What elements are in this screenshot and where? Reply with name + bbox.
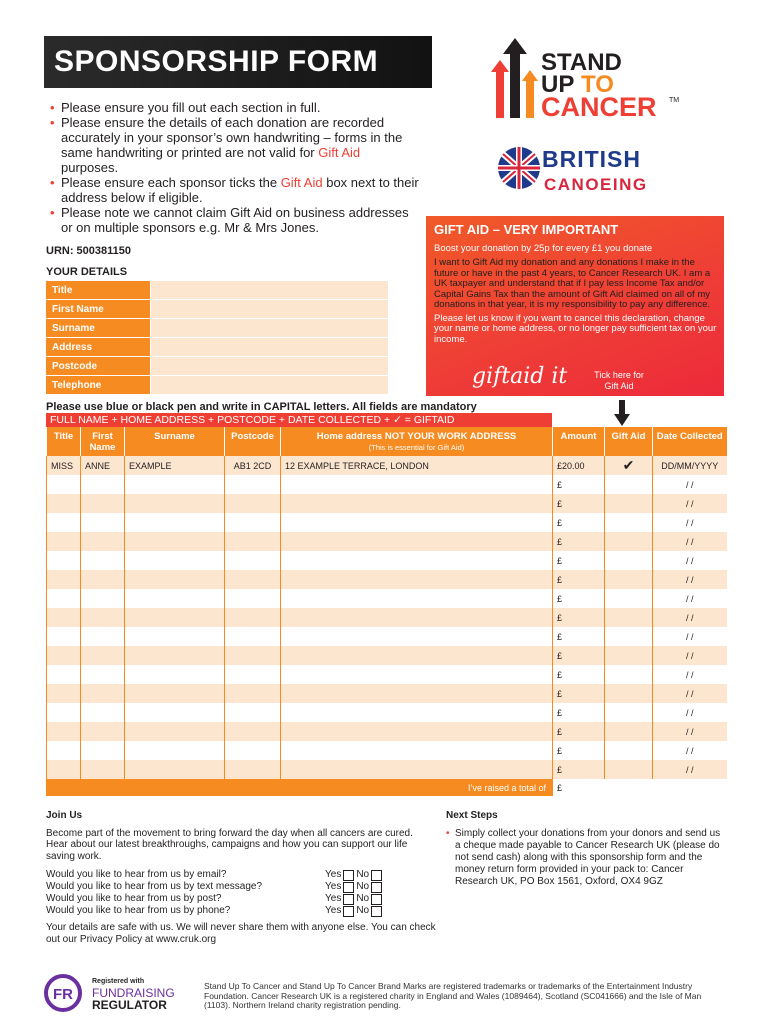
- first-name-cell[interactable]: [81, 741, 125, 760]
- gift-aid-cell[interactable]: [605, 646, 653, 665]
- sponsor-row: [47, 646, 727, 665]
- total-spacer: [605, 779, 653, 796]
- amount-cell[interactable]: £: [553, 589, 605, 608]
- urn-number: URN: 500381150: [46, 245, 132, 257]
- amount-cell[interactable]: £: [553, 684, 605, 703]
- sponsor-table: [46, 427, 727, 796]
- date-cell[interactable]: / /: [653, 589, 727, 608]
- instructions-list: [50, 100, 420, 235]
- page-title: SPONSORSHIP FORM: [44, 36, 432, 88]
- example-amount: £20.00: [553, 456, 605, 475]
- postcode-cell[interactable]: [225, 646, 281, 665]
- surname-cell[interactable]: [125, 627, 225, 646]
- text-yes-checkbox[interactable]: [343, 882, 354, 893]
- total-spacer: [653, 779, 727, 796]
- gift-aid-cell[interactable]: [605, 665, 653, 684]
- join-us-section: [46, 810, 436, 945]
- table-header-row: [47, 427, 727, 456]
- first-name-cell[interactable]: [81, 551, 125, 570]
- date-cell[interactable]: / /: [653, 684, 727, 703]
- title-cell[interactable]: [47, 741, 81, 760]
- postcode-cell[interactable]: [225, 608, 281, 627]
- surname-cell[interactable]: [125, 570, 225, 589]
- title-cell[interactable]: [47, 551, 81, 570]
- gift-aid-cell[interactable]: [605, 494, 653, 513]
- amount-cell[interactable]: £: [553, 570, 605, 589]
- example-row: [47, 456, 727, 475]
- postcode-cell[interactable]: [225, 665, 281, 684]
- sponsor-row: [47, 722, 727, 741]
- gift-aid-title: GIFT AID – VERY IMPORTANT: [434, 222, 619, 237]
- postcode-cell[interactable]: [225, 570, 281, 589]
- sponsor-row: [47, 608, 727, 627]
- gift-aid-declaration: I want to Gift Aid my donation and any donations I make in the future or have in the past 4 years, to Cancer Research UK. I am a UK taxpayer and understand that if I pay less Income Tax and/or Capital Gains Tax than the amount of Gift Aid claimed on all of my donations in that year, it is my responsibility to pay any difference.: [434, 257, 711, 310]
- question-text: Would you like to hear from us by text message?: [46, 881, 263, 893]
- instruction-item: • Please ensure each sponsor ticks the Gift Aid box next to their address below if eligible.: [50, 175, 420, 205]
- col-surname: Surname: [125, 427, 225, 456]
- address-cell[interactable]: [281, 513, 553, 532]
- date-cell[interactable]: / /: [653, 494, 727, 513]
- address-cell[interactable]: [281, 494, 553, 513]
- first-name-input[interactable]: [150, 300, 388, 319]
- giftaid-it-logo: giftaid it: [472, 364, 568, 389]
- fr-mark: FR: [53, 986, 73, 1003]
- amount-cell[interactable]: £: [553, 608, 605, 627]
- address-cell[interactable]: [281, 665, 553, 684]
- surname-cell[interactable]: [125, 494, 225, 513]
- surname-input[interactable]: [150, 319, 388, 338]
- address-cell[interactable]: [281, 760, 553, 779]
- postcode-cell[interactable]: [225, 684, 281, 703]
- first-name-cell[interactable]: [81, 589, 125, 608]
- postcode-cell[interactable]: [225, 722, 281, 741]
- title-cell[interactable]: [47, 760, 81, 779]
- logo-canoeing: CANOEING: [544, 175, 648, 194]
- instruction-item: • Please ensure the details of each donation are recorded accurately in your sponsor’s own handwriting – forms in the same handwriting or printed are not valid for Gift Aid purposes.: [50, 115, 420, 175]
- next-steps-heading: Next Steps: [446, 810, 498, 821]
- example-surname: EXAMPLE: [125, 456, 225, 475]
- sponsor-row: [47, 684, 727, 703]
- title-cell[interactable]: [47, 722, 81, 741]
- surname-cell[interactable]: [125, 722, 225, 741]
- fr-regulator: REGULATOR: [92, 998, 167, 1012]
- total-label: I’ve raised a total of: [47, 779, 553, 796]
- gift-aid-cell[interactable]: [605, 551, 653, 570]
- phone-yes-checkbox[interactable]: [343, 906, 354, 917]
- next-steps-section: [446, 810, 726, 888]
- example-gift-aid-tick: ✔: [605, 456, 653, 475]
- contact-phone-question: [46, 905, 436, 917]
- col-date-collected: Date Collected: [653, 427, 727, 456]
- your-details-form: [46, 281, 388, 395]
- amount-cell[interactable]: £: [553, 722, 605, 741]
- fr-fundraising: FUNDRAISING: [92, 986, 175, 1000]
- first-name-cell[interactable]: [81, 722, 125, 741]
- col-gift-aid: Gift Aid: [605, 427, 653, 456]
- amount-cell[interactable]: £: [553, 665, 605, 684]
- gift-aid-cell[interactable]: [605, 722, 653, 741]
- amount-cell[interactable]: £: [553, 551, 605, 570]
- first-name-cell[interactable]: [81, 665, 125, 684]
- example-first-name: ANNE: [81, 456, 125, 475]
- yes-label: Yes: [325, 893, 342, 905]
- sponsor-row: [47, 551, 727, 570]
- text-no-checkbox[interactable]: [371, 882, 382, 893]
- gift-aid-cell[interactable]: [605, 684, 653, 703]
- address-cell[interactable]: [281, 646, 553, 665]
- yes-label: Yes: [325, 869, 342, 881]
- postcode-cell[interactable]: [225, 703, 281, 722]
- contact-post-question: [46, 893, 436, 905]
- no-label: No: [356, 869, 370, 881]
- tick-here-note: Tick here for Gift Aid: [594, 370, 644, 391]
- total-row: [47, 779, 727, 796]
- title-input[interactable]: [150, 281, 388, 300]
- surname-cell[interactable]: [125, 646, 225, 665]
- amount-cell[interactable]: £: [553, 760, 605, 779]
- your-details-heading: YOUR DETAILS: [46, 266, 128, 278]
- title-cell[interactable]: [47, 589, 81, 608]
- postcode-label: Postcode: [46, 357, 150, 376]
- email-yes-checkbox[interactable]: [343, 870, 354, 881]
- gift-aid-box: [426, 216, 724, 396]
- contact-text-question: [46, 881, 436, 893]
- date-cell[interactable]: / /: [653, 760, 727, 779]
- title-cell[interactable]: [47, 475, 81, 494]
- first-name-cell[interactable]: [81, 703, 125, 722]
- gift-aid-cell[interactable]: [605, 570, 653, 589]
- surname-cell[interactable]: [125, 760, 225, 779]
- postcode-cell[interactable]: [225, 627, 281, 646]
- date-cell[interactable]: / /: [653, 532, 727, 551]
- address-cell[interactable]: [281, 475, 553, 494]
- first-name-cell[interactable]: [81, 494, 125, 513]
- sponsor-row: [47, 703, 727, 722]
- postcode-cell[interactable]: [225, 532, 281, 551]
- example-title: MISS: [47, 456, 81, 475]
- question-text: Would you like to hear from us by phone?: [46, 905, 231, 917]
- date-cell[interactable]: / /: [653, 608, 727, 627]
- first-name-cell[interactable]: [81, 627, 125, 646]
- postcode-cell[interactable]: [225, 741, 281, 760]
- date-cell[interactable]: / /: [653, 475, 727, 494]
- logo-to: TO: [581, 71, 614, 98]
- yes-label: Yes: [325, 905, 342, 917]
- date-cell[interactable]: / /: [653, 722, 727, 741]
- surname-cell[interactable]: [125, 703, 225, 722]
- surname-cell[interactable]: [125, 608, 225, 627]
- surname-cell[interactable]: [125, 532, 225, 551]
- join-us-heading: Join Us: [46, 810, 83, 821]
- surname-cell[interactable]: [125, 665, 225, 684]
- sponsor-row: [47, 513, 727, 532]
- date-cell[interactable]: / /: [653, 513, 727, 532]
- join-us-intro: Become part of the movement to bring forward the day when all cancers are cured. Hear about our latest breakthroughs, campaigns and how you can support our life saving work.: [46, 827, 413, 862]
- address-cell[interactable]: [281, 589, 553, 608]
- postcode-input[interactable]: [150, 357, 388, 376]
- address-cell[interactable]: [281, 722, 553, 741]
- arrow-down-icon: [614, 400, 630, 426]
- instruction-item: • Please ensure you fill out each section in full.: [50, 100, 420, 115]
- postcode-cell[interactable]: [225, 551, 281, 570]
- date-cell[interactable]: / /: [653, 551, 727, 570]
- gift-aid-cancel-note: Please let us know if you want to cancel this declaration, change your name or home address, or no longer pay sufficient tax on your income.: [434, 312, 717, 345]
- col-postcode: Postcode: [225, 427, 281, 456]
- amount-cell[interactable]: £: [553, 513, 605, 532]
- sponsor-row: [47, 589, 727, 608]
- address-label: Address: [46, 338, 150, 357]
- address-cell[interactable]: [281, 570, 553, 589]
- privacy-note: Your details are safe with us. We will never share them with anyone else. You can check out our Privacy Policy at www.cruk.org: [46, 922, 436, 945]
- col-amount: Amount: [553, 427, 605, 456]
- sponsor-row: [47, 532, 727, 551]
- first-name-cell[interactable]: [81, 684, 125, 703]
- gift-aid-cell[interactable]: [605, 475, 653, 494]
- gift-aid-cell[interactable]: [605, 589, 653, 608]
- date-cell[interactable]: / /: [653, 646, 727, 665]
- title-cell[interactable]: [47, 646, 81, 665]
- address-input[interactable]: [150, 338, 388, 357]
- col-address-label: Home address NOT YOUR WORK ADDRESS: [316, 431, 517, 442]
- first-name-cell[interactable]: [81, 760, 125, 779]
- telephone-input[interactable]: [150, 376, 388, 395]
- col-address: [281, 427, 553, 456]
- no-label: No: [356, 905, 370, 917]
- sponsor-row: [47, 627, 727, 646]
- address-cell[interactable]: [281, 532, 553, 551]
- footer-legal-text: Stand Up To Cancer and Stand Up To Cancer Brand Marks are registered trademarks or trademarks of the Entertainment Industry Foundation. Cancer Research UK is a registered charity in England and Wales (1089464), Scotland (SC041666) and the Isle of Man (1103). Northern Ireland charity registration pending.: [204, 981, 702, 1010]
- sponsor-row: [47, 665, 727, 684]
- gift-aid-cell[interactable]: [605, 627, 653, 646]
- logo-stand: STAND: [541, 49, 622, 76]
- title-cell[interactable]: [47, 665, 81, 684]
- logo-british: BRITISH: [542, 146, 641, 172]
- title-cell[interactable]: [47, 570, 81, 589]
- amount-cell[interactable]: £: [553, 703, 605, 722]
- sponsor-row: [47, 494, 727, 513]
- gift-aid-cell[interactable]: [605, 513, 653, 532]
- gift-aid-subtitle: Boost your donation by 25p for every £1 you donate: [434, 243, 653, 254]
- title-cell[interactable]: [47, 532, 81, 551]
- title-cell[interactable]: [47, 684, 81, 703]
- sponsor-row: [47, 475, 727, 494]
- no-label: No: [356, 893, 370, 905]
- date-cell[interactable]: / /: [653, 665, 727, 684]
- post-no-checkbox[interactable]: [371, 894, 382, 905]
- surname-cell[interactable]: [125, 551, 225, 570]
- date-cell[interactable]: / /: [653, 703, 727, 722]
- col-address-note: (This is essential for Gift Aid): [368, 443, 465, 452]
- col-first-name: First Name: [81, 427, 125, 456]
- postcode-cell[interactable]: [225, 494, 281, 513]
- title-cell[interactable]: [47, 513, 81, 532]
- first-name-cell[interactable]: [81, 532, 125, 551]
- title-cell[interactable]: [47, 703, 81, 722]
- amount-cell[interactable]: £: [553, 532, 605, 551]
- title-label: Title: [46, 281, 150, 300]
- giftaid-formula-banner: FULL NAME + HOME ADDRESS + POSTCODE + DATE COLLECTED + ✓ = GIFTAID: [46, 413, 552, 427]
- post-yes-checkbox[interactable]: [343, 894, 354, 905]
- surname-cell[interactable]: [125, 684, 225, 703]
- phone-no-checkbox[interactable]: [371, 906, 382, 917]
- gift-aid-cell[interactable]: [605, 703, 653, 722]
- gift-aid-cell[interactable]: [605, 608, 653, 627]
- postcode-cell[interactable]: [225, 589, 281, 608]
- address-cell[interactable]: [281, 741, 553, 760]
- sponsor-row: [47, 760, 727, 779]
- example-postcode: AB1 2CD: [225, 456, 281, 475]
- amount-cell[interactable]: £: [553, 741, 605, 760]
- title-cell[interactable]: [47, 608, 81, 627]
- first-name-cell[interactable]: [81, 513, 125, 532]
- british-canoeing-logo: [497, 142, 669, 194]
- trademark-mark: TM: [669, 97, 680, 104]
- first-name-cell[interactable]: [81, 608, 125, 627]
- total-amount-field[interactable]: £: [553, 779, 605, 796]
- first-name-label: First Name: [46, 300, 150, 319]
- first-name-cell[interactable]: [81, 570, 125, 589]
- gift-aid-cell[interactable]: [605, 741, 653, 760]
- title-cell[interactable]: [47, 494, 81, 513]
- gift-aid-cell[interactable]: [605, 760, 653, 779]
- amount-cell[interactable]: £: [553, 627, 605, 646]
- postcode-cell[interactable]: [225, 513, 281, 532]
- date-cell[interactable]: / /: [653, 570, 727, 589]
- fundraising-regulator-logo: [44, 973, 184, 1013]
- pen-instruction: Please use blue or black pen and write in CAPITAL letters. All fields are mandatory: [46, 401, 477, 413]
- first-name-cell[interactable]: [81, 646, 125, 665]
- amount-cell[interactable]: £: [553, 494, 605, 513]
- logo-up: UP: [541, 71, 575, 98]
- example-address: 12 EXAMPLE TERRACE, LONDON: [281, 456, 553, 475]
- stand-up-to-cancer-logo: [487, 30, 687, 122]
- sponsor-row: [47, 570, 727, 589]
- surname-cell[interactable]: [125, 475, 225, 494]
- address-cell[interactable]: [281, 703, 553, 722]
- instruction-item: • Please note we cannot claim Gift Aid on business addresses or on multiple sponsors e.g. Mr & Mrs Jones.: [50, 205, 420, 235]
- gift-aid-cell[interactable]: [605, 532, 653, 551]
- date-cell[interactable]: / /: [653, 627, 727, 646]
- question-text: Would you like to hear from us by email?: [46, 869, 227, 881]
- logo-cancer: CANCER: [541, 92, 657, 122]
- title-cell[interactable]: [47, 627, 81, 646]
- telephone-label: Telephone: [46, 376, 150, 395]
- amount-cell[interactable]: £: [553, 646, 605, 665]
- question-text: Would you like to hear from us by post?: [46, 893, 222, 905]
- yes-label: Yes: [325, 881, 342, 893]
- first-name-cell[interactable]: [81, 475, 125, 494]
- email-no-checkbox[interactable]: [371, 870, 382, 881]
- surname-cell[interactable]: [125, 513, 225, 532]
- fr-registered-with: Registered with: [92, 978, 145, 985]
- address-cell[interactable]: [281, 608, 553, 627]
- contact-email-question: [46, 869, 436, 881]
- address-cell[interactable]: [281, 684, 553, 703]
- example-date: DD/MM/YYYY: [653, 456, 727, 475]
- col-title: Title: [47, 427, 81, 456]
- date-cell[interactable]: / /: [653, 741, 727, 760]
- amount-cell[interactable]: £: [553, 475, 605, 494]
- surname-cell[interactable]: [125, 589, 225, 608]
- address-cell[interactable]: [281, 627, 553, 646]
- postcode-cell[interactable]: [225, 475, 281, 494]
- postcode-cell[interactable]: [225, 760, 281, 779]
- sponsor-row: [47, 741, 727, 760]
- next-steps-text: • Simply collect your donations from your donors and send us a cheque made payable to Cancer Research UK (please do not send cash) along with this sponsorship form and the money return form provided in your pack to: Cancer Research UK, PO Box 1561, Oxford, OX4 9GZ: [446, 828, 726, 888]
- surname-cell[interactable]: [125, 741, 225, 760]
- address-cell[interactable]: [281, 551, 553, 570]
- no-label: No: [356, 881, 370, 893]
- surname-label: Surname: [46, 319, 150, 338]
